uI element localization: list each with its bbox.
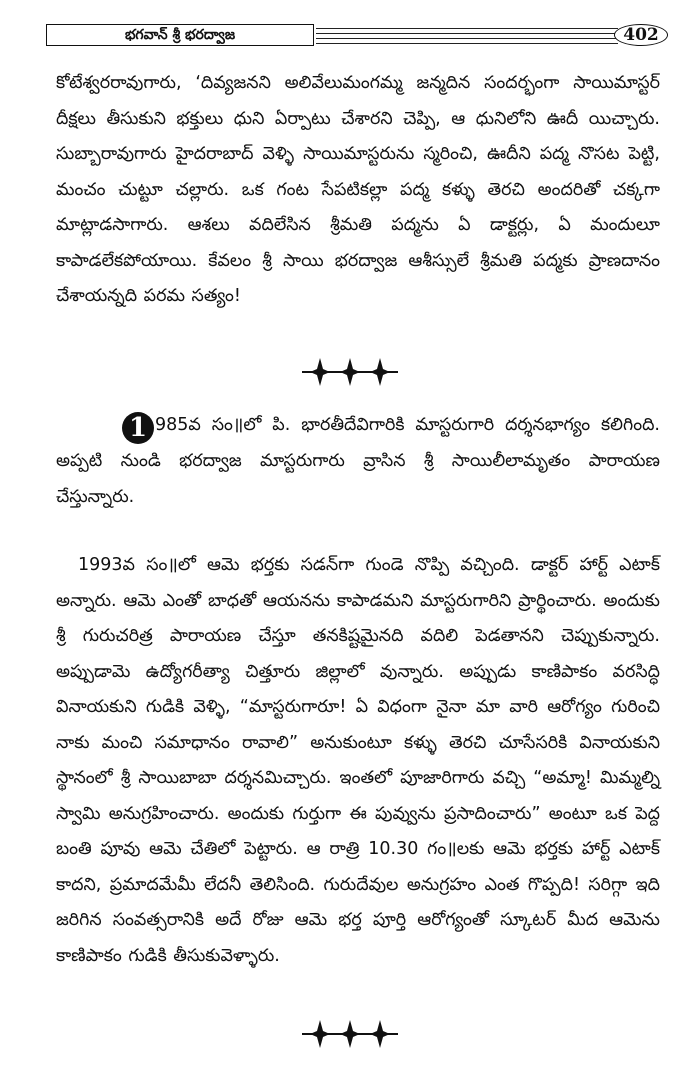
drop-cap-numeral: 1	[122, 412, 154, 444]
header-rule-lines	[316, 28, 618, 44]
page-number: 402	[614, 24, 668, 46]
separator-ornament-icon	[290, 352, 410, 392]
paragraph-3-year: 1993	[78, 555, 123, 575]
paragraph-3-text: వ సం॥లో ఆమె భర్తకు సడన్‌గా గుండె నొప్పి వచ్చింది. డాక్టర్ హార్ట్ ఎటాక్ అన్నారు. ఆమె ఎంతో బాధతో ఆయనను కాపాడమని మాస్టరుగారిని ప్రార్థించారు. అందుకు శ్రీ గురుచరిత్ర పారాయణ చేస్తూ తనకిష్టమైనది వదిలి పెడతానని చెప్పుకున్నారు. అప్పుడామె ఉద్యోగరీత్యా చిత్తూరు జిల్లాలో వున్నారు. అప్పుడు కాణిపాకం వరసిద్ధి వినాయకుని గుడికి వెళ్ళి, “మాస్టరుగారూ! ఏ విధంగా నైనా మా వారి ఆరోగ్యం గురించి నాకు మంచి సమాధానం రావాలి” అనుకుంటూ కళ్ళు తెరచి చూసేసరికి వినాయకుని స్థానంలో శ్రీ సాయిబాబా దర్శనమిచ్చారు. ఇంతలో పూజారిగారు వచ్చి “అమ్మా! మిమ్మల్ని స్వామి అనుగ్రహించారు. అందుకు గుర్తుగా ఈ పువ్వును ప్రసాదించారు” అంటూ ఒక పెద్ద బంతి పూవు ఆమె చేతిలో పెట్టారు. ఆ రాత్రి 10.30 గం॥లకు ఆమె భర్తకు హార్ట్ ఎటాక్ కాదని, ప్రమాదమేమీ లేదనీ తెలిసింది. గురుదేవుల అనుగ్రహం ఎంత గొప్పది! సరిగ్గా ఇది జరిగిన సంవత్సరానికి అదే రోజు ఆమె భర్త పూర్తి ఆరోగ్యంతో స్కూటర్ మీద ఆమెను కాణిపాకం గుడికి తీసుకువెళ్ళారు.	[56, 555, 660, 966]
paragraph-1: కోటేశ్వరరావుగారు, ‘దివ్యజనని అలివేలుమంగమ్మ జన్మదిన సందర్భంగా సాయిమాస్టర్ దీక్షలు తీసుకుని భక్తులు ధుని ఏర్పాటు చేశారని చెప్పి, ఆ ధునిలోని ఊదీ యిచ్చారు. సుబ్బారావుగారు హైదరాబాద్ వెళ్ళి సాయిమాస్టరును స్మరించి, ఊదీని పద్మ నొసట పెట్టి, మంచం చుట్టూ చల్లారు. ఒక గంట సేపటికల్లా పద్మ కళ్ళు తెరచి అందరితో చక్కగా మాట్లాడసాగారు. ఆశలు వదిలేసిన శ్రీమతి పద్మను ఏ డాక్టర్లు, ఏ మందులూ కాపాడలేకపోయాయి. కేవలం శ్రీ సాయి భరద్వాజ ఆశీస్సులే శ్రీమతి పద్మకు ప్రాణదానం చేశాయన్నది పరమ సత్యం!	[56, 73, 660, 306]
page-header	[46, 24, 666, 50]
separator-ornament-icon	[290, 1014, 410, 1054]
book-title: భగవాన్ శ్రీ భరద్వాజ	[124, 27, 236, 43]
book-title-box	[46, 24, 314, 46]
paragraph-3	[56, 548, 660, 974]
paragraph-2-text: 985వ సం॥లో పి. భారతీదేవిగారికి మాస్టరుగారి దర్శనభాగ్యం కలిగింది. అప్పటి నుండి భరద్వాజ మాస్టరుగారు వ్రాసిన శ్రీ సాయిలీలామృతం పారాయణ చేస్తున్నారు.	[56, 415, 660, 507]
paragraph-2	[56, 408, 660, 515]
